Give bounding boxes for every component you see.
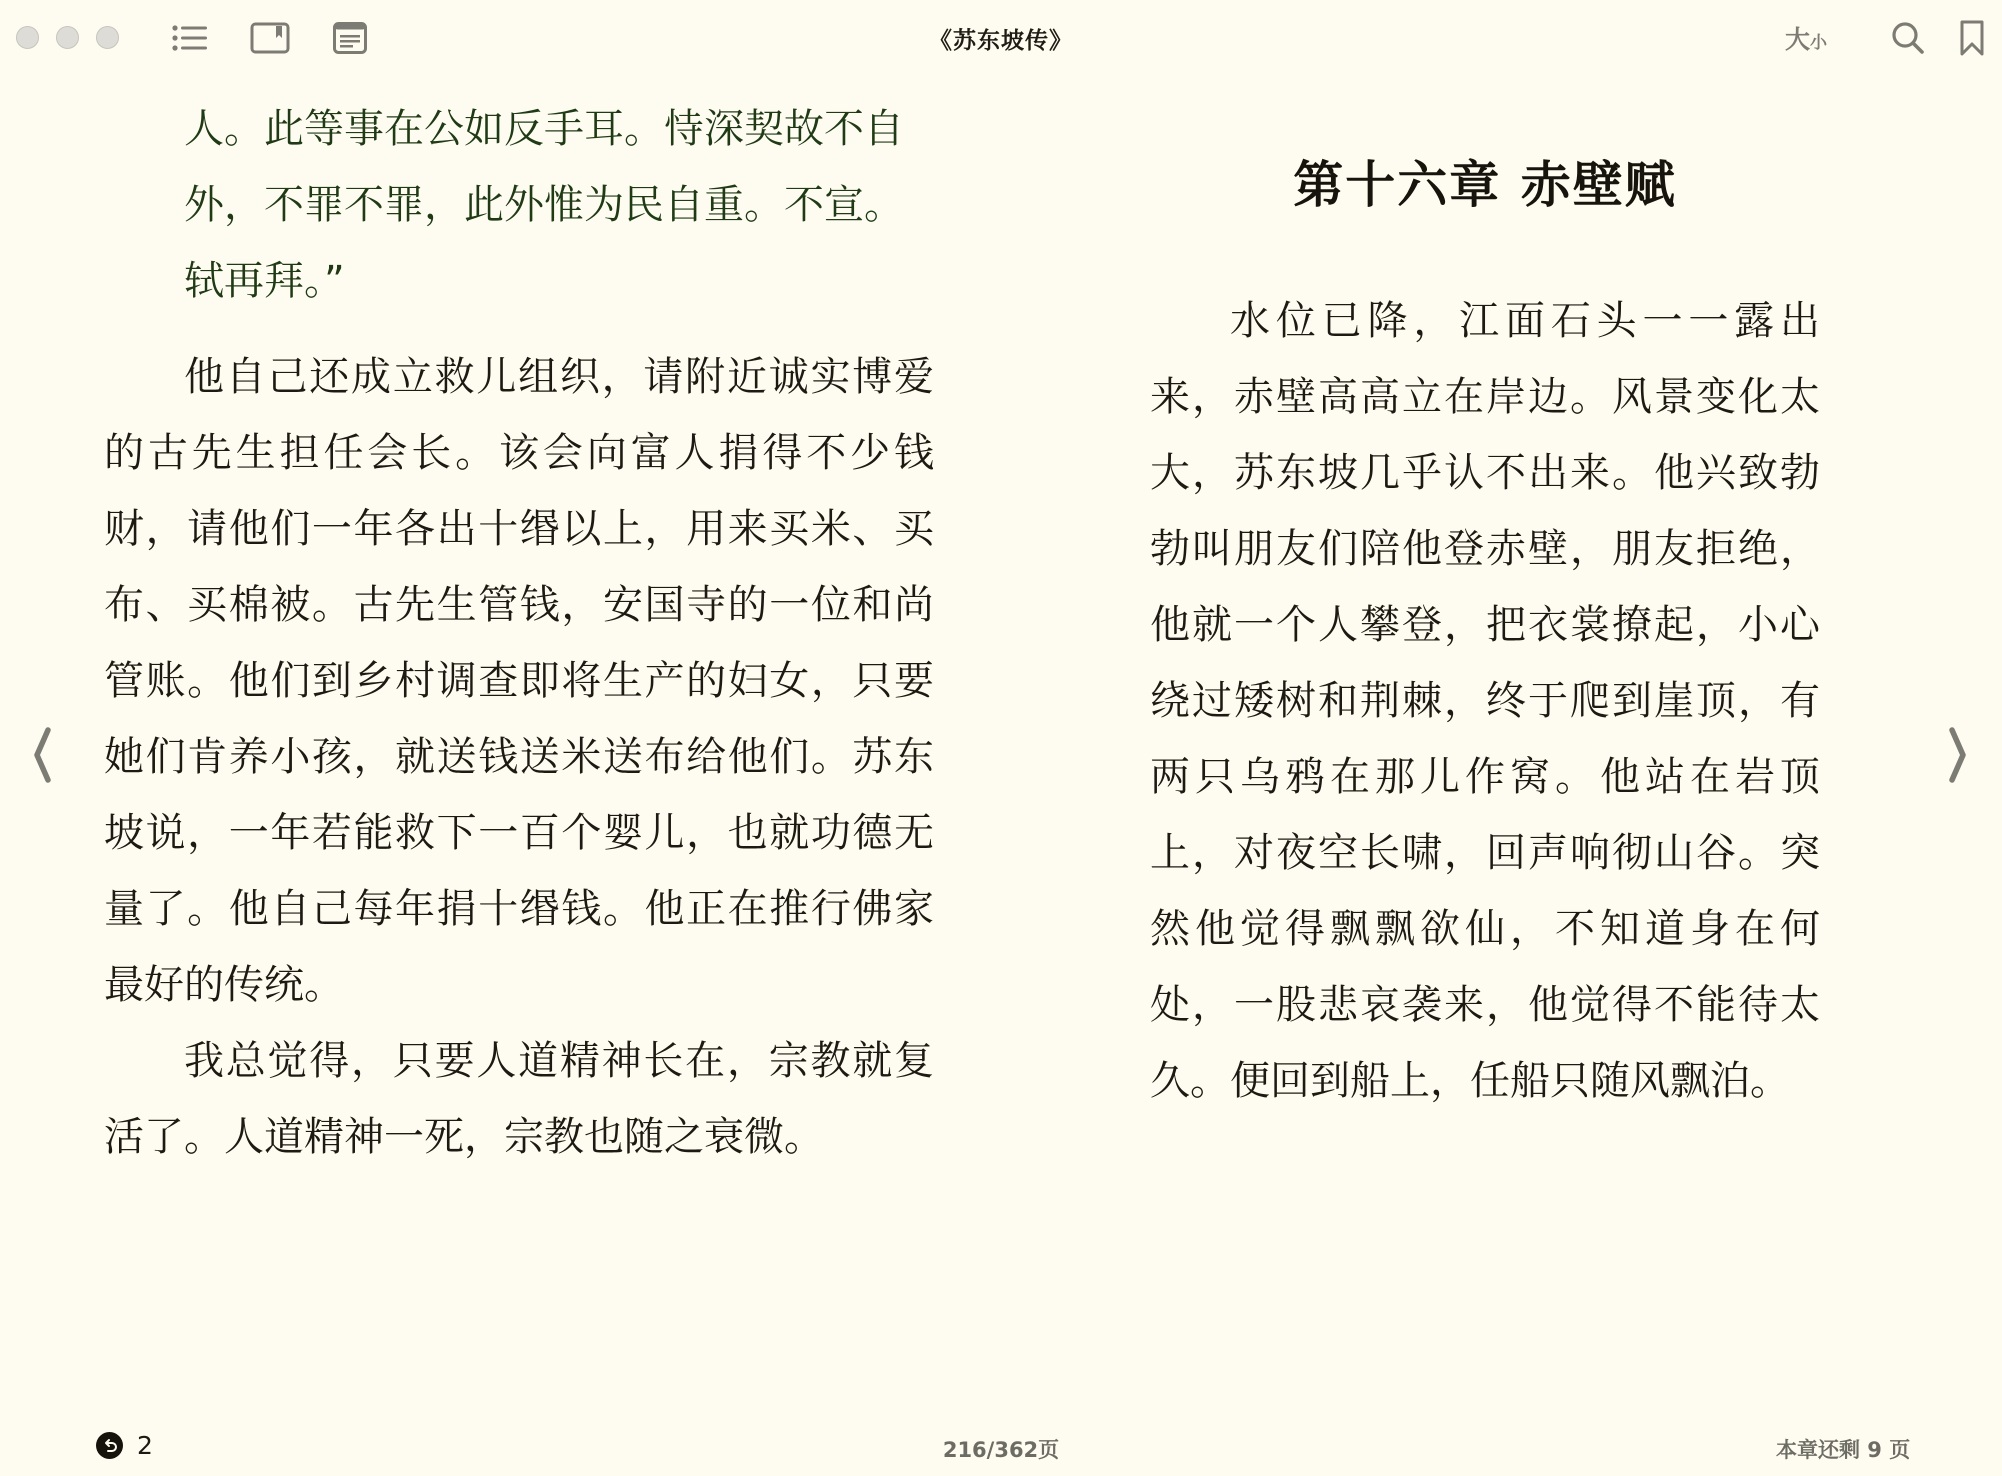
search-button[interactable] (1888, 18, 1928, 58)
font-size-button[interactable] (1785, 20, 1827, 56)
search-icon (1890, 20, 1926, 56)
previous-page-button[interactable] (24, 720, 64, 790)
bookmark-icon (1959, 19, 1985, 57)
font-size-big-label: 大 (1785, 25, 1811, 54)
font-size-small-label: 小 (1810, 33, 1828, 53)
chapter-remaining: 本章还剩 9 页 (1776, 1438, 1911, 1462)
chevron-left-icon (24, 720, 64, 790)
next-page-button[interactable] (1936, 720, 1976, 790)
title-bar (0, 0, 2002, 76)
letter-quote-block (104, 91, 934, 319)
quote-line: 外，不罪不罪，此外惟为民自重。不宣。 (184, 182, 904, 228)
chevron-right-icon (1936, 720, 1976, 790)
book-title: 《苏东坡传》 (929, 28, 1073, 54)
quote-line: 人。此等事在公如反手耳。恃深契故不自 (184, 106, 904, 152)
sync-count: 2 (137, 1431, 153, 1460)
paragraph: 我总觉得，只要人道精神长在，宗教就复活了。人道精神一死，宗教也随之衰微。 (104, 1038, 934, 1160)
add-bookmark-button[interactable] (1952, 18, 1992, 58)
paragraph: 他自己还成立救儿组织，请附近诚实博爱的古先生担任会长。该会向富人捐得不少钱财，请他们一年各出十缗以上，用来买米、买布、买棉被。古先生管钱，安国寺的一位和尚管账。他们到乡村调查即将生产的妇女，只要她们肯养小孩，就送钱送米送布给他们。苏东坡说，一年若能救下一百个婴儿，也就功德无量了。他自己每年捐十缗钱。他正在推行佛家最好的传统。 (104, 354, 934, 1008)
left-page (104, 91, 934, 1175)
page-indicator: 216/362页 (942, 1438, 1060, 1462)
right-page (1150, 145, 1820, 1119)
quote-line: 轼再拜。” (184, 258, 345, 304)
chapter-title: 第十六章 赤壁赋 (1293, 156, 1677, 214)
paragraph: 水位已降，江面石头一一露出来，赤壁高高立在岸边。风景变化太大，苏东坡几乎认不出来。他兴致勃勃叫朋友们陪他登赤壁，朋友拒绝，他就一个人攀登，把衣裳撩起，小心绕过矮树和荆棘，终于爬到崖顶，有两只乌鸦在那儿作窝。他站在岩顶上，对夜空长啸，回声响彻山谷。突然他觉得飘飘欲仙，不知道身在何处，一股悲哀袭来，他觉得不能待太久。便回到船上，任船只随风飘泊。 (1150, 298, 1820, 1104)
